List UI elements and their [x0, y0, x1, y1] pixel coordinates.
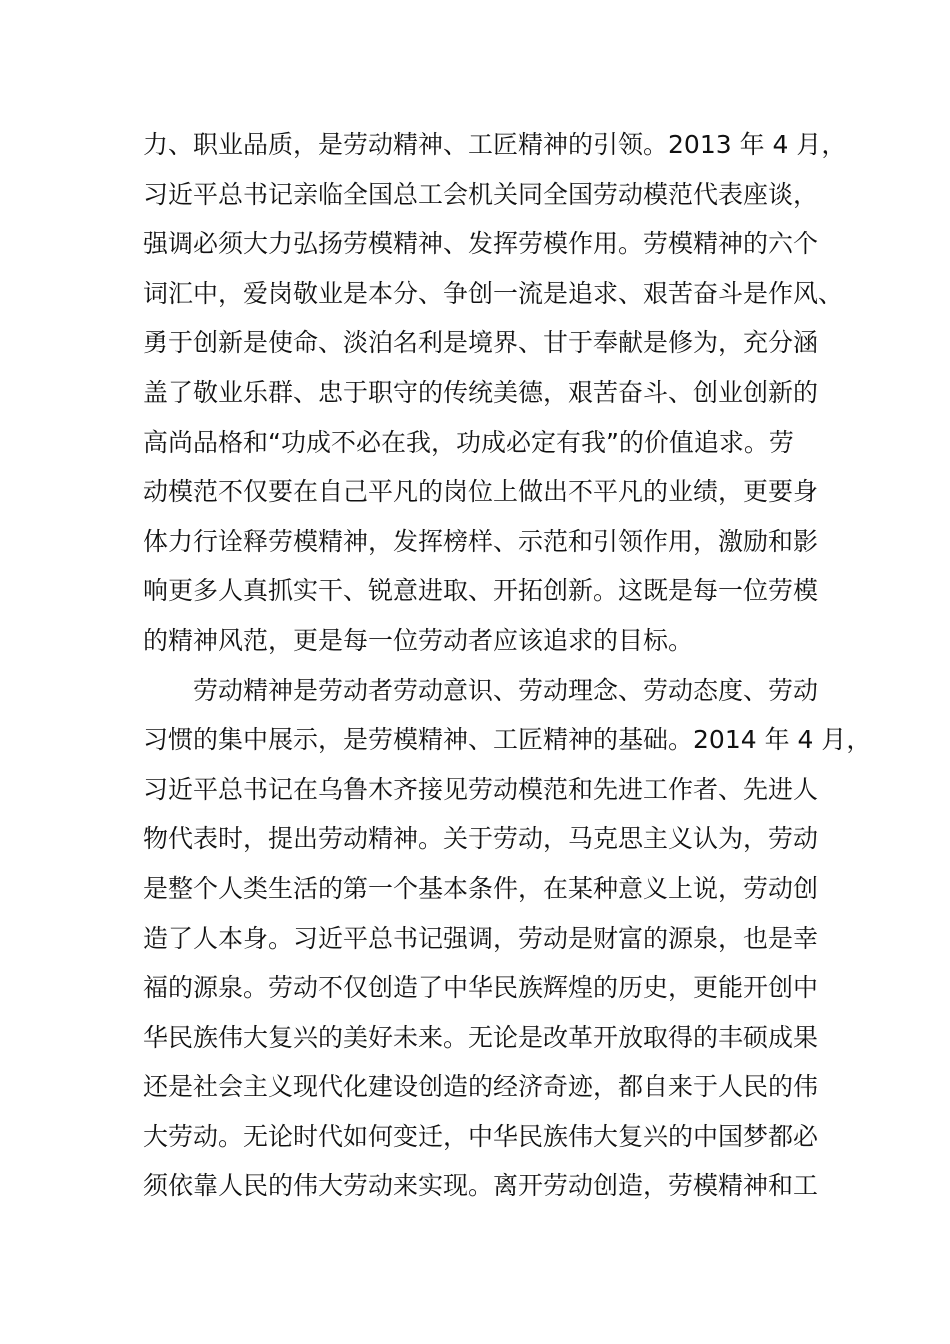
text-line: 强调必须大力弘扬劳模精神、发挥劳模作用。劳模精神的六个: [143, 229, 819, 259]
text-line: 勇于创新是使命、淡泊名利是境界、甘于奉献是修为，充分涵: [143, 328, 819, 358]
text-line: 福的源泉。劳动不仅创造了中华民族辉煌的历史，更能开创中: [143, 973, 819, 1003]
text-line: 习近平总书记在乌鲁木齐接见劳动模范和先进工作者、先进人: [143, 774, 819, 804]
text-line: 劳动精神是劳动者劳动意识、劳动理念、劳动态度、劳动: [143, 675, 819, 705]
text-line: 是整个人类生活的第一个基本条件，在某种意义上说，劳动创: [143, 873, 819, 903]
text-line: 物代表时，提出劳动精神。关于劳动，马克思主义认为，劳动: [143, 824, 819, 854]
text-line: 造了人本身。习近平总书记强调，劳动是财富的源泉，也是幸: [143, 923, 819, 953]
text-line: 习近平总书记亲临全国总工会机关同全国劳动模范代表座谈，: [143, 179, 819, 209]
text-line: 体力行诠释劳模精神，发挥榜样、示范和引领作用，激励和影: [143, 526, 819, 556]
text-line: 华民族伟大复兴的美好未来。无论是改革开放取得的丰硕成果: [143, 1022, 819, 1052]
text-line: 大劳动。无论时代如何变迁，中华民族伟大复兴的中国梦都必: [143, 1121, 819, 1151]
text-line: 高尚品格和“功成不必在我，功成必定有我”的价值追求。劳: [143, 427, 794, 457]
body-text: [143, 124, 872, 1215]
text-line: 还是社会主义现代化建设创造的经济奇迹，都自来于人民的伟: [143, 1072, 819, 1102]
text-line: 习惯的集中展示，是劳模精神、工匠精神的基础。2014 年 4 月，: [143, 725, 872, 755]
text-line: 的精神风范，更是每一位劳动者应该追求的目标。: [143, 625, 694, 655]
text-line: 力、职业品质，是劳动精神、工匠精神的引领。2013 年 4 月，: [143, 130, 847, 159]
text-line: 动模范不仅要在自己平凡的岗位上做出不平凡的业绩，更要身: [143, 477, 819, 507]
text-line: 词汇中，爱岗敬业是本分、争创一流是追求、艰苦奋斗是作风、: [143, 278, 844, 308]
text-line: 响更多人真抓实干、锐意进取、开拓创新。这既是每一位劳模: [143, 576, 819, 606]
text-line: 盖了敬业乐群、忠于职守的传统美德，艰苦奋斗、创业创新的: [143, 377, 819, 407]
text-line: 须依靠人民的伟大劳动来实现。离开劳动创造，劳模精神和工: [143, 1171, 819, 1201]
